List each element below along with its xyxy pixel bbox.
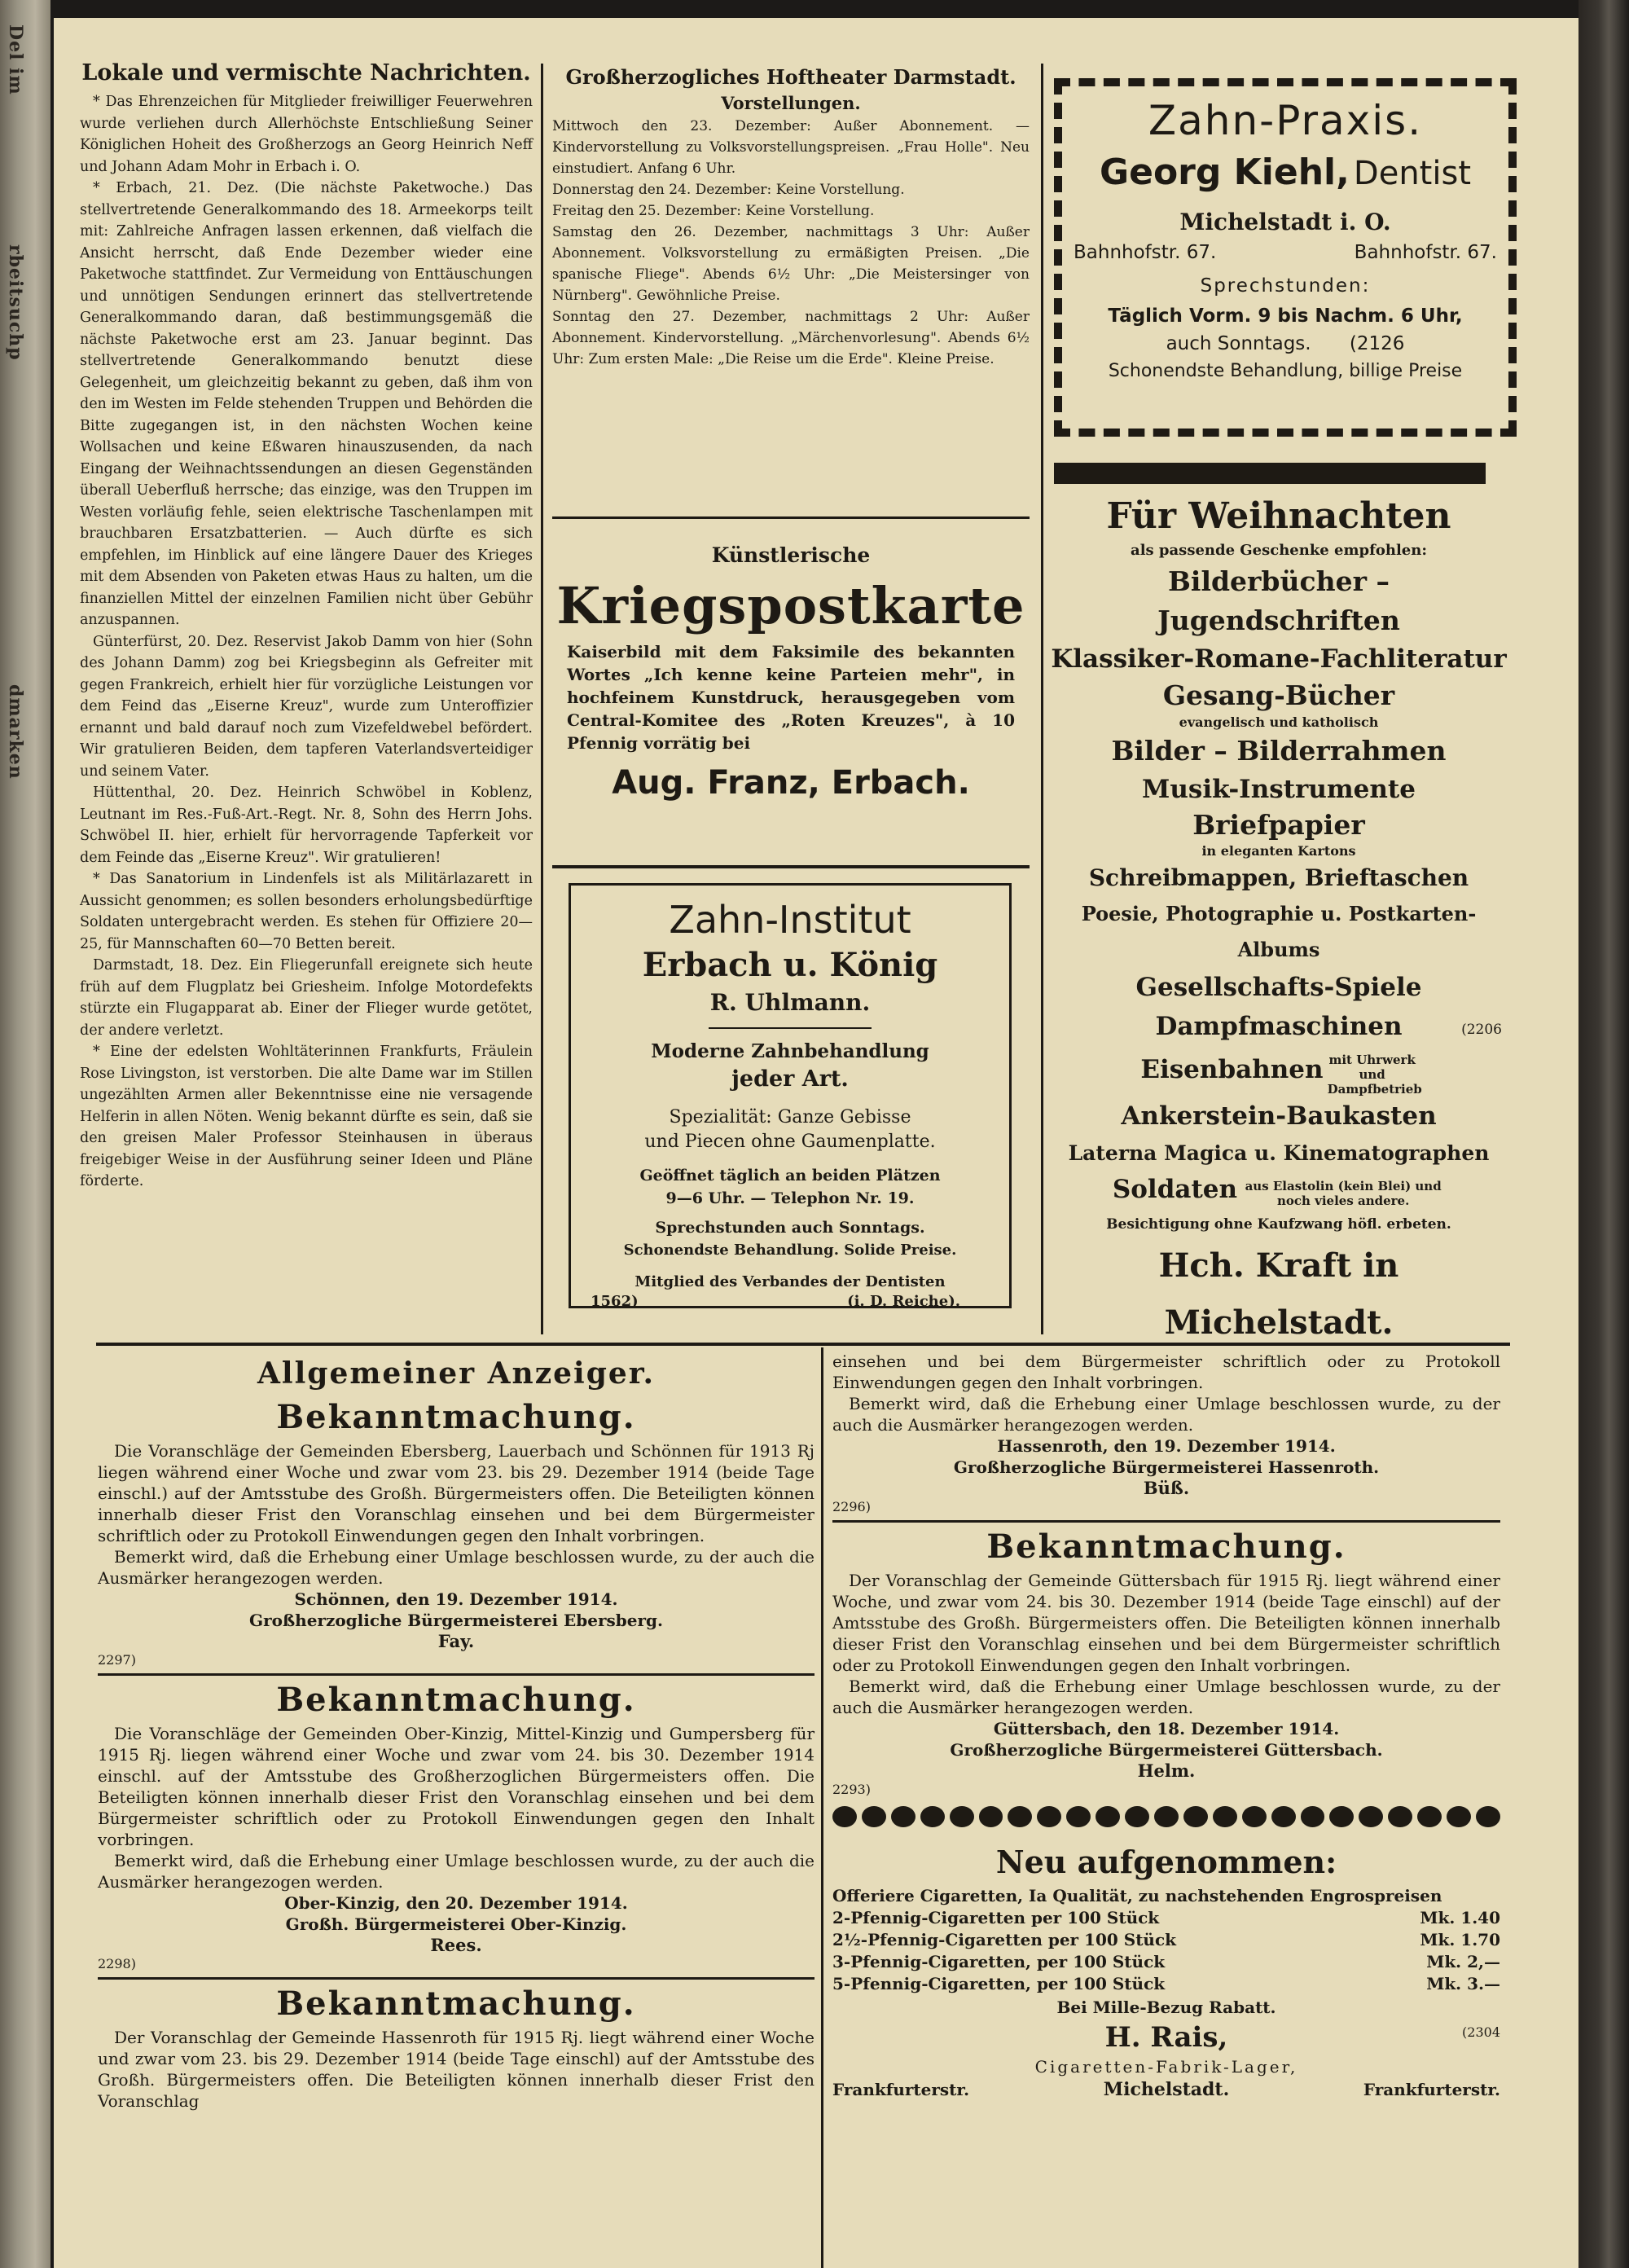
institut-l4: und Piecen ohne Gaumenplatte.: [644, 1132, 936, 1152]
institut-num: 1562): [591, 1293, 639, 1310]
binding-spine: [0, 0, 50, 2268]
praxis-sonntags: auch Sonntags.: [1166, 333, 1311, 354]
weih-i9: Gesellschafts-Spiele: [1135, 973, 1422, 1002]
weih-i1: Bilderbücher – Jugendschriften: [1157, 565, 1400, 636]
guettersbach-office: Großherzogliche Bürgermeisterei Güttersbach.: [950, 1740, 1383, 1760]
praxis-schonend: Schonendste Behandlung, billige Preise: [1108, 361, 1463, 381]
institut-l8: Schonendste Behandlung. Solide Preise.: [623, 1242, 957, 1259]
zahn-praxis-ad: [1054, 78, 1517, 437]
neu-aufgenommen-title: Neu aufgenommen:: [995, 1844, 1337, 1880]
rais-num: (2304: [1462, 2024, 1500, 2040]
weih-i8: Poesie, Photographie u. Postkarten-Albums: [1081, 902, 1477, 961]
spine-text-3: dmarken: [5, 684, 26, 780]
weih-i3b: evangelisch und katholisch: [1179, 714, 1379, 730]
theater-samstag: Samstag den 26. Dezember, nachmittags 3 Uhr: Außer Abonnement. Volksvorstellung zu ermäßigten Preisen. „Die spanische Fliege". Abends 6½ Uhr: „Die Meistersinger von Nürnberg". Gewöhnliche Preise.: [552, 224, 1030, 304]
theater-sonntag: Sonntag den 27. Dezember, nachmittags 2 Uhr: Außer Abonnement. Kindervorstellung. „Märchenvorlesung". Abends 6½ Uhr: Zum ersten Male: „Die Reise um die Erde". Kleine Preise.: [552, 309, 1030, 367]
ebersberg-date: Schönnen, den 19. Dezember 1914.: [294, 1589, 618, 1609]
theater-donnerstag: Donnerstag den 24. Dezember: Keine Vorstellung.: [552, 182, 905, 198]
institut-firm: Erbach u. König: [642, 946, 938, 984]
kriegs-text: Kaiserbild mit dem Faksimile des bekannten Wortes „Ich kenne keine Parteien mehr", in hochfeinem Kunstdruck, herausgegeben vom Central-Komitee des „Roten Kreuzes", à 10 Pfennig vorrätig bei: [567, 642, 1015, 753]
price-row-3pf: [832, 1951, 1500, 1973]
column-rule-1: [541, 64, 543, 1334]
theater-rule: [552, 516, 1030, 519]
ebersberg-text: Die Voranschläge der Gemeinden Ebersberg, Lauerbach und Schönnen für 1913 Rj liegen während einer Woche und zwar vom 23. bis 29. Dezember 1914 (beide Tage einschl.) auf der Amtsstube des Großh. Bürgermeisters offen. Die Beteiligten können innerhalb dieser Frist den Voranschlag einsehen und bei dem Bürgermeister schriftlich oder zu Protokoll Einwendungen gegen den Inhalt vorbringen.: [98, 1441, 814, 1545]
praxis-taeglich: Täglich Vorm. 9 bis Nachm. 6 Uhr,: [1108, 305, 1463, 327]
price-2pf-value: Mk. 1.40: [1420, 1908, 1500, 1927]
ebersberg-num: 2297): [98, 1652, 136, 1668]
anzeiger-column: [98, 1352, 814, 2268]
weih-title: Für Weihnachten: [1106, 495, 1451, 537]
local-news-title: Lokale und vermischte Nachrichten.: [81, 60, 531, 86]
guettersbach-sign: Helm.: [1137, 1760, 1196, 1781]
praxis-city: Michelstadt i. O.: [1179, 209, 1391, 235]
weih-i14: Soldaten: [1112, 1174, 1238, 1204]
right-lower-column: [832, 1351, 1500, 2268]
price-5pf-value: Mk. 3.—: [1426, 1974, 1500, 1993]
ebersberg-umlage: Bemerkt wird, daß die Erhebung einer Umlage beschlossen wurde, zu der auch die Ausmärker herangezogen werden.: [98, 1547, 814, 1588]
rabatt-note: Bei Mille-Bezug Rabatt.: [1056, 1998, 1276, 2017]
institut-l7: Sprechstunden auch Sonntags.: [655, 1219, 925, 1237]
ornament-dot-row: [832, 1806, 1500, 1829]
hassenroth-umlage: Bemerkt wird, daß die Erhebung einer Umlage beschlossen wurde, zu der auch die Ausmärker herangezogen werden.: [832, 1394, 1500, 1435]
institut-l9: Mitglied des Verbandes der Dentisten: [634, 1273, 946, 1290]
institut-l2: jeder Art.: [731, 1066, 849, 1092]
weih-i10num: (2206: [1461, 1022, 1502, 1038]
news-paketwoche: * Erbach, 21. Dez. (Die nächste Paketwoche.) Das stellvertretende Generalkommando des 18. Armeekorps teilt mit: Zahlreiche Anfragen lassen erkennen, daß vielfach die Ansicht herrscht, daß Ende Dezember wieder eine Paketwoche stattfindet. Zur Vermeidung von Enttäuschungen und unnötigen Sendungen erinnert das stellvertretende Generalkommando daran, daß bestimmungsgemäß die nächste Paketwoche erst am 23. Januar beginnt. Das stellvertretende Generalkommando benutzt diese Gelegenheit, um gleichzeitig bekannt zu geben, daß ihm von den im Westen im Felde stehenden Truppen und Behörden die Bitte zugegangen ist, in den nächsten Wochen keine Wollsachen und keine Eßwaren hinauszusenden, da nach Eingang der Weihnachtssendungen an diesen Gegenständen überall Ueberfluß herrsche; das einzige, was den Truppen im Westen vorläufig fehle, seien elektrische Taschenlampen mit brauchbaren Ersatzbatterien. — Auch dürfte es sich empfehlen, im Hinblick auf eine längere Dauer des Krieges mit dem Absenden von Paketen etwas Haus zu halten, um die finanziellen Mittel der einzelnen Familien nicht über Gebühr anzuspannen.: [80, 180, 533, 628]
weihnachten-ad: [1051, 494, 1507, 1342]
bekanntmachung-hassenroth-title: Bekanntmachung.: [276, 1984, 636, 2023]
rais-lager: Cigaretten-Fabrik-Lager,: [1034, 2057, 1298, 2077]
hassenroth-num: 2296): [832, 1499, 871, 1514]
institut-l5: Geöffnet täglich an beiden Plätzen: [639, 1167, 941, 1185]
price-25pf-label: 2½-Pfennig-Cigaretten per 100 Stück: [832, 1930, 1177, 1949]
news-fliegerunfall: Darmstadt, 18. Dez. Ein Fliegerunfall ereignete sich heute früh auf dem Flugplatz bei Griesheim. Infolge Motordefekts stürzte ein Flugapparat ab. Einer der Flieger wurde getötet, der andere verletzt.: [80, 957, 533, 1039]
praxis-sprech: Sprechstunden:: [1200, 275, 1371, 297]
kinzig-text: Die Voranschläge der Gemeinden Ober-Kinzig, Mittel-Kinzig und Gumpersberg für 1915 Rj. liegen während einer Woche und zwar vom 24. bis 30. Dezember 1914 einschl. auf der Amtsstube des Großherzoglichen Bürgermeisters offen. Die Beteiligten können innerhalb dieser Frist den Voranschlag einsehen und bei dem Bürgermeister schriftlich oder zu Protokoll Einwendungen gegen den Inhalt vorbringen.: [98, 1724, 814, 1849]
newspaper-page: [54, 18, 1579, 2268]
spine-text-2: rbeitsuchp: [5, 244, 26, 361]
news-sanatorium: * Das Sanatorium in Lindenfels ist als Militärlazarett in Aussicht genommen; es sollen besonders erholungsbedürftige Soldaten untergebracht werden. Es stehen für Offiziere 20—25, für Mannschaften 60—70 Betten bereit.: [80, 871, 533, 952]
spine-text-1: Del im: [5, 24, 26, 95]
bekanntmachung-ebersberg-title: Bekanntmachung.: [276, 1398, 636, 1436]
theater-freitag: Freitag den 25. Dezember: Keine Vorstellung.: [552, 203, 875, 219]
weih-i11b: mit Uhrwerk und Dampfbetrieb: [1327, 1052, 1422, 1097]
guettersbach-umlage: Bemerkt wird, daß die Erhebung einer Umlage beschlossen wurde, zu der auch die Ausmärker herangezogen werden.: [832, 1677, 1500, 1717]
price-3pf-value: Mk. 2,—: [1426, 1952, 1500, 1971]
hassenroth-office: Großherzogliche Bürgermeisterei Hassenroth.: [953, 1457, 1380, 1477]
price-5pf-label: 5-Pfennig-Cigaretten, per 100 Stück: [832, 1974, 1166, 1993]
weih-i6: Briefpapier: [1192, 809, 1365, 841]
theater-title: Großherzogliches Hoftheater Darmstadt.: [565, 65, 1016, 89]
price-3pf-label: 3-Pfennig-Cigaretten, per 100 Stück: [832, 1952, 1166, 1971]
theater-mittwoch: Mittwoch den 23. Dezember: Außer Abonnement. — Kindervorstellung zu Volksvorstellungspreisen. „Frau Holle". Neu einstudiert. Anfang 6 Uhr.: [552, 118, 1030, 177]
hassenroth-date: Hassenroth, den 19. Dezember 1914.: [997, 1436, 1336, 1456]
praxis-role: Dentist: [1353, 155, 1472, 192]
rais-street-left: Frankfurterstr.: [832, 2080, 970, 2099]
kinzig-sign: Rees.: [430, 1935, 482, 1955]
bekanntmachung-kinzig-title: Bekanntmachung.: [276, 1681, 636, 1719]
weih-i4: Bilder – Bilderrahmen: [1111, 735, 1447, 767]
theater-subtitle: Vorstellungen.: [721, 93, 861, 113]
news-huettenthal: Hüttenthal, 20. Dez. Heinrich Schwöbel in Koblenz, Leutnant im Res.-Fuß-Art.-Regt. Nr. 8, Sohn des Herrn Johs. Schwöbel II. hier, erhielt für hervorragende Tapferkeit vor dem Feinde das „Eiserne Kreuz". Wir gratulieren!: [80, 785, 533, 866]
weih-i14b: aus Elastolin (kein Blei) und noch vieles andere.: [1245, 1179, 1442, 1208]
praxis-addr-left: Bahnhofstr. 67.: [1074, 242, 1217, 263]
hassenroth-sign: Büß.: [1143, 1478, 1190, 1498]
rais-street-right: Frankfurterstr.: [1363, 2080, 1500, 2099]
weih-i5: Musik-Instrumente: [1142, 775, 1416, 804]
praxis-addr-right: Bahnhofstr. 67.: [1354, 242, 1497, 263]
weihnachten-top-bar: [1054, 463, 1486, 484]
cigaretten-offer: Offeriere Cigaretten, Ia Qualität, zu nachstehenden Engrospreisen: [832, 1886, 1442, 1905]
kinzig-num: 2298): [98, 1956, 136, 1971]
guettersbach-text: Der Voranschlag der Gemeinde Güttersbach für 1915 Rj. liegt während einer Woche, und zwar vom 24. bis 30. Dezember 1914 (beide Tage einschl) auf der Amtsstube des Großh. Bürgermeisters offen. Die Beteiligten können innerhalb dieser Frist den Voranschlag einsehen und bei dem Bürgermeister schriftlich oder zu Protokoll Einwendungen gegen den Inhalt vorbringen.: [832, 1571, 1500, 1675]
weih-i13: Laterna Magica u. Kinematographen: [1068, 1141, 1490, 1165]
weih-i3: Gesang-Bücher: [1162, 679, 1395, 711]
hassenroth-continued: einsehen und bei dem Bürgermeister schriftlich oder zu Protokoll Einwendungen gegen den Inhalt vorbringen.: [832, 1352, 1500, 1392]
kriegs-title: Kriegspostkarte: [556, 576, 1025, 635]
ebersberg-office: Großherzogliche Bürgermeisterei Ebersberg.: [249, 1611, 663, 1630]
kriegspostkarte-ad: [552, 539, 1030, 849]
institut-owner: R. Uhlmann.: [709, 989, 871, 1016]
price-row-5pf: [832, 1973, 1500, 1995]
kriegs-seller: Aug. Franz, Erbach.: [612, 764, 970, 802]
praxis-title: Zahn-Praxis.: [1148, 97, 1423, 144]
weih-i10: Dampfmaschinen: [1155, 1012, 1403, 1041]
rais-firm: H. Rais,: [1104, 2021, 1228, 2054]
price-row-25pf: [832, 1929, 1500, 1951]
institut-reiche: (i. D. Reiche).: [847, 1293, 960, 1310]
anzeiger-title: Allgemeiner Anzeiger.: [257, 1356, 655, 1391]
praxis-num: (2126: [1349, 333, 1405, 354]
weih-sub: als passende Geschenke empfohlen:: [1131, 542, 1427, 559]
institut-l1: Moderne Zahnbehandlung: [651, 1040, 929, 1062]
rais-city: Michelstadt.: [1103, 2079, 1230, 2100]
horizontal-divider: [96, 1343, 1510, 1346]
weih-seller: Hch. Kraft in Michelstadt.: [1158, 1246, 1399, 1342]
price-row-2pf: [832, 1907, 1500, 1929]
institut-l3: Spezialität: Ganze Gebisse: [669, 1107, 911, 1127]
weih-i15: Besichtigung ohne Kaufzwang höfl. erbeten.: [1106, 1215, 1451, 1233]
news-guenterfuerst: Günterfürst, 20. Dez. Reservist Jakob Damm von hier (Sohn des Johann Damm) zog bei Kriegsbeginn als Gefreiter mit gegen Frankreich, erhielt hier für vorzügliche Leistungen vor dem Feind das „Eiserne Kreuz", wurde zum Unteroffizier ernannt und bald darauf noch zum Vizefeldwebel befördert. Wir gratulieren Beiden, dem tapferen Vaterlandsverteidiger und seinem Vater.: [80, 633, 533, 780]
kriegs-pre: Künstlerische: [711, 543, 871, 567]
column-rule-3: [821, 1347, 823, 2268]
kinzig-umlage: Bemerkt wird, daß die Erhebung einer Umlage beschlossen wurde, zu der auch die Ausmärker herangezogen werden.: [98, 1851, 814, 1892]
local-news-column: [80, 59, 533, 1339]
institut-title: Zahn-Institut: [669, 898, 911, 942]
weih-i6b: in eleganten Kartons: [1201, 843, 1356, 859]
zahn-institut-ad: [569, 883, 1012, 1308]
kinzig-date: Ober-Kinzig, den 20. Dezember 1914.: [284, 1893, 628, 1913]
book-edge: [1579, 0, 1629, 2268]
ebersberg-sign: Fay.: [437, 1631, 475, 1651]
weih-i11: Eisenbahnen: [1140, 1055, 1324, 1084]
guettersbach-date: Güttersbach, den 18. Dezember 1914.: [993, 1719, 1340, 1738]
news-livingston: * Eine der edelsten Wohltäterinnen Frankfurts, Fräulein Rose Livingston, ist verstorben. Die alte Dame war im Stillen ungezählten Armen aller Bekenntnisse eine nie versagende Helferin in allen Nöten. Wenig bekannt dürfte es sein, daß sie den greisen Maler Professor Steinhausen in überaus freigebiger Weise in der Ausführung seiner Ideen und Pläne förderte.: [80, 1044, 533, 1189]
weih-i2: Klassiker-Romane-Fachliteratur: [1051, 644, 1507, 674]
bekanntmachung-guettersbach-title: Bekanntmachung.: [986, 1527, 1346, 1566]
column-rule-2: [1041, 64, 1043, 1334]
weih-i12: Ankerstein-Baukasten: [1121, 1101, 1437, 1131]
praxis-name: Georg Kiehl,: [1099, 152, 1350, 193]
weih-i7: Schreibmappen, Brieftaschen: [1088, 864, 1469, 891]
price-25pf-value: Mk. 1.70: [1420, 1930, 1500, 1949]
institut-l6: 9—6 Uhr. — Telephon Nr. 19.: [665, 1189, 915, 1207]
hassenroth-text: Der Voranschlag der Gemeinde Hassenroth für 1915 Rj. liegt während einer Woche und zwar vom 23. bis 29. Dezember 1914 (beide Tage einschl) auf der Amtsstube des Großh. Bürgermeisters offen. Die Beteiligten können innerhalb dieser Frist den Voranschlag: [98, 2028, 814, 2111]
kinzig-office: Großh. Bürgermeisterei Ober-Kinzig.: [285, 1914, 627, 1934]
theater-block: [552, 64, 1030, 528]
kriegs-rule: [552, 865, 1030, 868]
guettersbach-num: 2293): [832, 1782, 871, 1797]
news-ehrenzeichen: * Das Ehrenzeichen für Mitglieder freiwilliger Feuerwehren wurde verliehen durch Allerhöchste Entschließung Seiner Königlichen Hoheit des Großherzogs an Georg Heinrich Neff und Johann Adam Mohr in Erbach i. O.: [80, 94, 533, 175]
price-2pf-label: 2-Pfennig-Cigaretten per 100 Stück: [832, 1908, 1160, 1927]
